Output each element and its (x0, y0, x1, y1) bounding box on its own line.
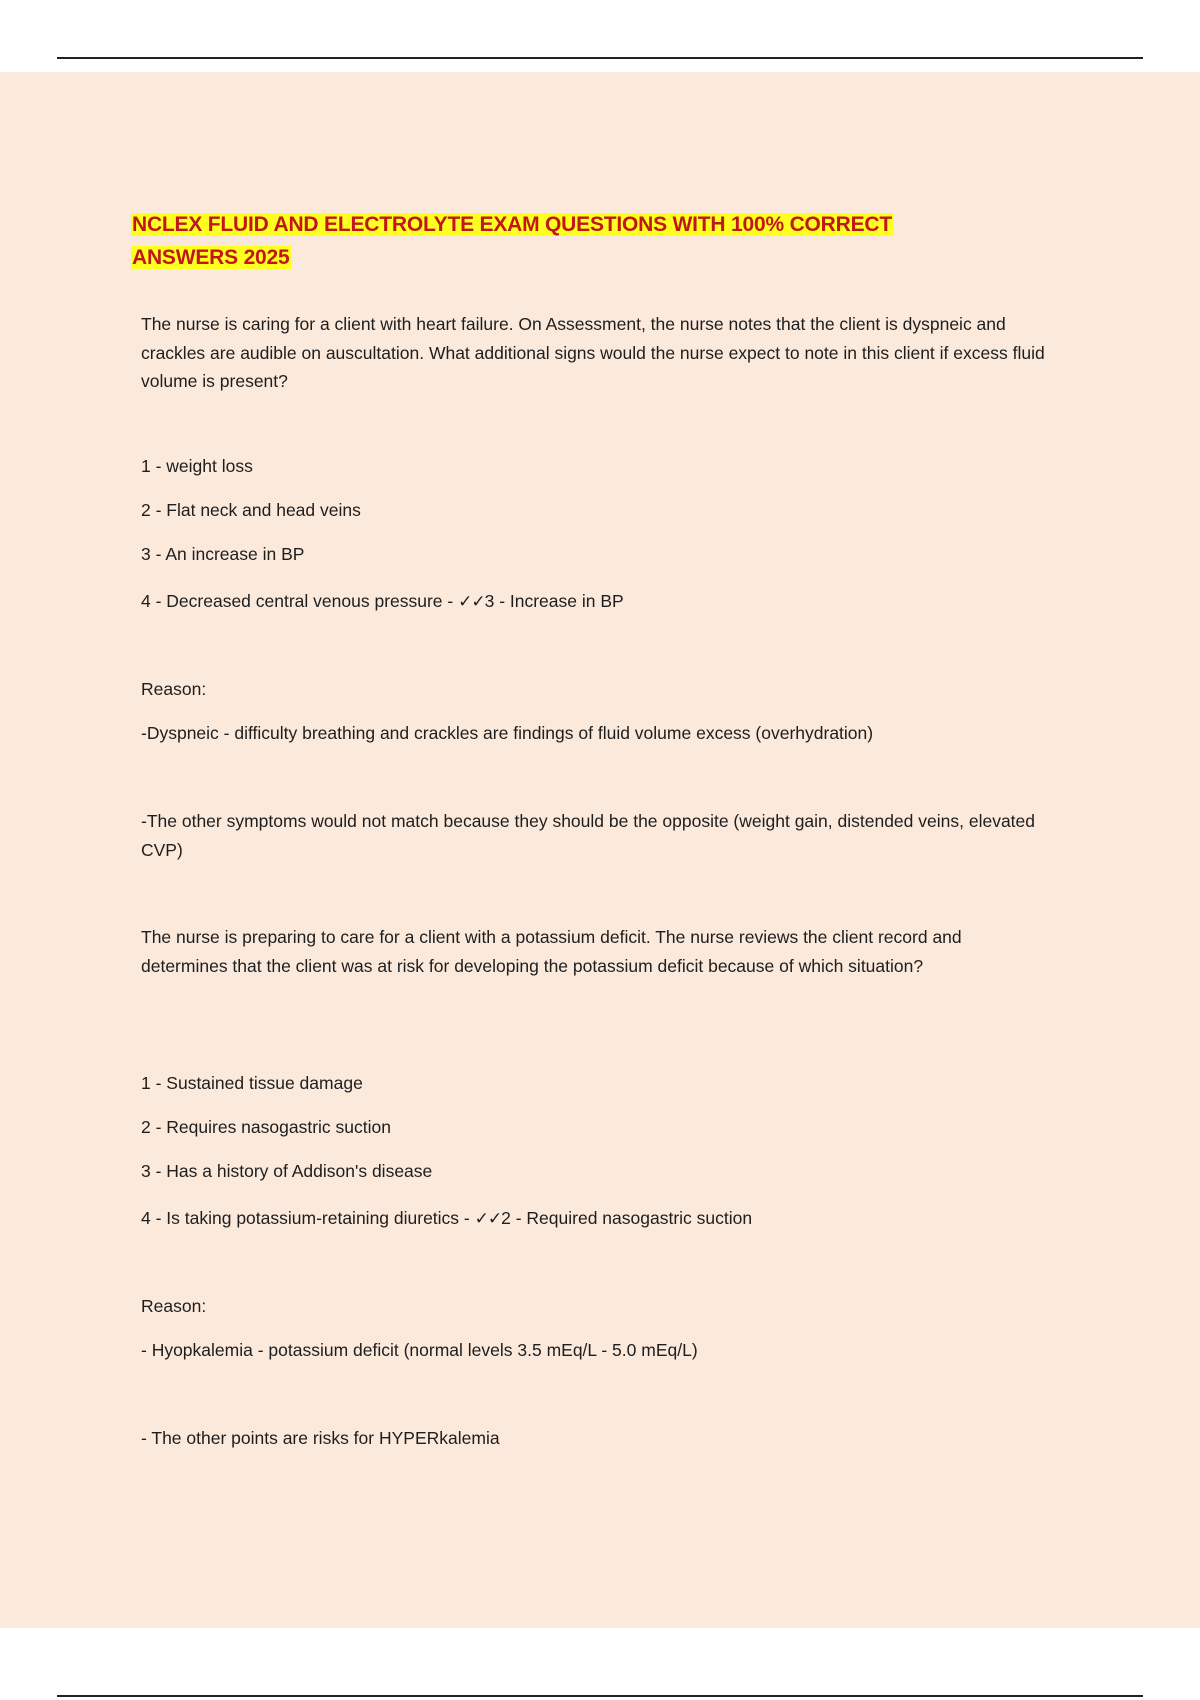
question-1-option-3: 3 - An increase in BP (141, 544, 305, 564)
question-1-reason-1: -Dyspneic - difficulty breathing and crackles are findings of fluid volume excess (overhydration) (141, 723, 874, 743)
question-1-stem: The nurse is caring for a client with heart failure. On Assessment, the nurse notes that the client is dyspneic and crackles are audible on auscultation. What additional signs would the nurse expect to note in this client if excess fluid volume is present? (141, 314, 1045, 391)
question-2-option-2: 2 - Requires nasogastric suction (141, 1117, 391, 1137)
question-2-stem: The nurse is preparing to care for a client with a potassium deficit. The nurse reviews the client record and determines that the client was at risk for developing the potassium deficit because of which situation? (141, 927, 962, 976)
header-rule (57, 57, 1143, 59)
document-title (131, 208, 991, 274)
question-2-option-4: 4 - Is taking potassium-retaining diuretics - (141, 1208, 475, 1228)
question-2-reason-1: - Hyopkalemia - potassium deficit (normal levels 3.5 mEq/L - 5.0 mEq/L) (141, 1340, 698, 1360)
question-1-reason-label: Reason: (141, 679, 207, 699)
question-1-reason-2: -The other symptoms would not match because they should be the opposite (weight gain, distended veins, elevated CVP) (141, 811, 1036, 860)
question-2-answer: 2 - Required nasogastric suction (501, 1208, 753, 1228)
question-2-reason-label: Reason: (141, 1296, 207, 1316)
question-1-answer: 3 - Increase in BP (484, 591, 624, 611)
question-2-option-3: 3 - Has a history of Addison's disease (141, 1161, 433, 1181)
question-2-option-4-with-answer (141, 1204, 752, 1234)
question-1-option-1: 1 - weight loss (141, 456, 253, 476)
check-mark-icon: ✓✓ (458, 592, 485, 612)
question-2-option-1: 1 - Sustained tissue damage (141, 1073, 363, 1093)
question-1-option-2: 2 - Flat neck and head veins (141, 500, 361, 520)
question-1-option-4-with-answer (141, 587, 624, 617)
document-page (0, 72, 1200, 1628)
footer-rule (57, 1695, 1143, 1697)
title-highlight: NCLEX FLUID AND ELECTROLYTE EXAM QUESTIONS WITH 100% CORRECT ANSWERS 2025 (132, 213, 893, 269)
check-mark-icon: ✓✓ (474, 1209, 502, 1229)
question-1-option-4: 4 - Decreased central venous pressure - (141, 591, 459, 611)
question-2-reason-2: - The other points are risks for HYPERkalemia (141, 1428, 500, 1448)
